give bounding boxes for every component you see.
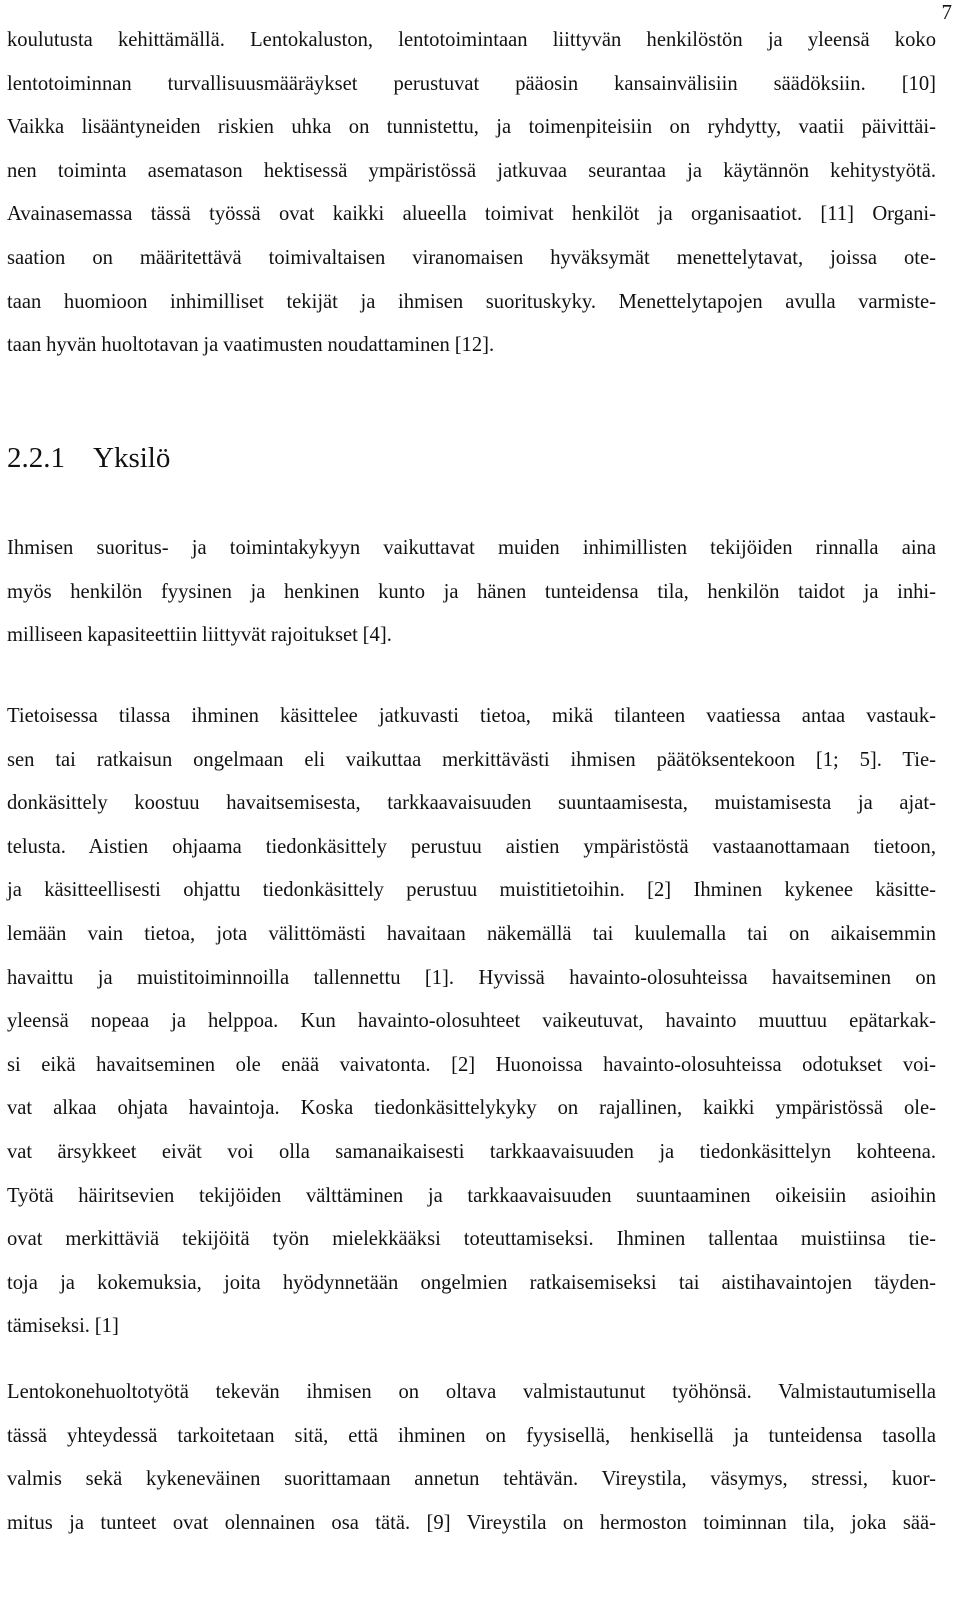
text-line: Vaikka lisääntyneiden riskien uhka on tunnistettu, ja toimenpiteisiin on ryhdytty, vaatii päivittäi-: [7, 116, 936, 139]
text-line: lentotoiminnan turvallisuusmääräykset perustuvat pääosin kansainvälisiin säädöksiin. [10]: [7, 72, 936, 95]
text-line: saation on määritettävä toimivaltaisen viranomaisen hyväksymät menettelytavat, joissa ote-: [7, 247, 936, 269]
text-line: yleensä nopeaa ja helppoa. Kun havainto-olosuhteet vaikeutuvat, havainto muuttuu epätarkak-: [7, 1010, 936, 1033]
text-line: Avainasemassa tässä työssä ovat kaikki alueella toimivat henkilöt ja organisaatiot. [11] Organi-: [7, 203, 936, 226]
text-line: Tietoisessa tilassa ihminen käsittelee jatkuvasti tietoa, mikä tilanteen vaatiessa antaa vastauk-: [7, 705, 936, 727]
text-line: nen toiminta asematason hektisessä ympäristössä jatkuvaa seurantaa ja käytännön kehitystyötä.: [7, 159, 936, 182]
text-line: mitus ja tunteet ovat olennainen osa tätä. [9] Vireystila on hermoston toiminnan tila, joka sää-: [7, 1511, 936, 1534]
text-line: Ihmisen suoritus- ja toimintakykyyn vaikuttavat muiden inhimillisten tekijöiden rinnalla aina: [7, 537, 936, 559]
paragraph-intro: [7, 26, 936, 359]
section-heading: [7, 441, 170, 475]
text-line: myös henkilön fyysinen ja henkinen kunto ja hänen tunteidensa tila, henkilön taidot ja inhi-: [7, 580, 936, 603]
text-line: vat ärsykkeet eivät voi olla samanaikaisesti tarkkaavaisuuden ja tiedonkäsittelyn kohteena.: [7, 1141, 936, 1163]
text-line: Työtä häiritsevien tekijöiden välttäminen ja tarkkaavaisuuden suuntaaminen oikeisiin asioihin: [7, 1184, 936, 1207]
text-line: ovat merkittäviä tekijöitä työn mielekkääksi toteuttamiseksi. Ihminen tallentaa muistiinsa tie-: [7, 1228, 936, 1251]
text-line: telusta. Aistien ohjaama tiedonkäsittely perustuu aistien ympäristöstä vastaanottamaan tietoon,: [7, 835, 936, 858]
text-line: milliseen kapasiteettiin liittyvät rajoitukset [4].: [7, 624, 392, 647]
text-line: ja käsitteellisesti ohjattu tiedonkäsittely perustuu muistitietoihin. [2] Ihminen kykenee käsitte-: [7, 879, 936, 902]
text-line: tässä yhteydessä tarkoitetaan sitä, että ihminen on fyysisellä, henkisellä ja tunteidensa tasolla: [7, 1424, 936, 1447]
text-line: Lentokonehuoltotyötä tekevän ihmisen on oltava valmistautunut työhönsä. Valmistautumisella: [7, 1381, 936, 1403]
text-line: taan huomioon inhimilliset tekijät ja ihmisen suorituskyky. Menettelytapojen avulla varmiste-: [7, 290, 936, 313]
text-line: koulutusta kehittämällä. Lentokaluston, lentotoimintaan liittyvän henkilöstön ja yleensä koko: [7, 29, 936, 51]
text-line: lemään vain tietoa, jota välittömästi havaitaan näkemällä tai kuulemalla tai on aikaisemmin: [7, 923, 936, 945]
text-line: taan hyvän huoltotavan ja vaatimusten noudattaminen [12].: [7, 334, 495, 357]
paragraph-preparedness: [7, 1378, 936, 1537]
paragraph-information-processing: [7, 702, 936, 1340]
page-number: 7: [941, 0, 952, 24]
text-line: sen tai ratkaisun ongelmaan eli vaikuttaa merkittävästi ihmisen päätöksentekoon [1; 5]. Tie-: [7, 748, 936, 771]
text-line: si eikä havaitseminen ole enää vaivatonta. [2] Huonoissa havainto-olosuhteissa odotukset voi-: [7, 1053, 936, 1076]
section-title: Yksilö: [93, 442, 171, 474]
text-line: vat alkaa ohjata havaintoja. Koska tiedonkäsittelykyky on rajallinen, kaikki ympäristössä ole-: [7, 1097, 936, 1120]
text-line: valmis sekä kykeneväinen suorittamaan annetun tehtävän. Vireystila, väsymys, stressi, kuor-: [7, 1468, 936, 1491]
text-line: tämiseksi. [1]: [7, 1315, 119, 1338]
text-line: toja ja kokemuksia, joita hyödynnetään ongelmien ratkaisemiseksi tai aistihavaintojen täyden-: [7, 1271, 936, 1294]
paragraph-individual: [7, 534, 936, 649]
text-line: donkäsittely koostuu havaitsemisesta, tarkkaavaisuuden suuntaamisesta, muistamisesta ja ajat-: [7, 792, 936, 815]
text-line: havaittu ja muistitoiminnoilla tallennettu [1]. Hyvissä havainto-olosuhteissa havaitseminen on: [7, 966, 936, 989]
section-number: 2.2.1: [7, 442, 65, 474]
